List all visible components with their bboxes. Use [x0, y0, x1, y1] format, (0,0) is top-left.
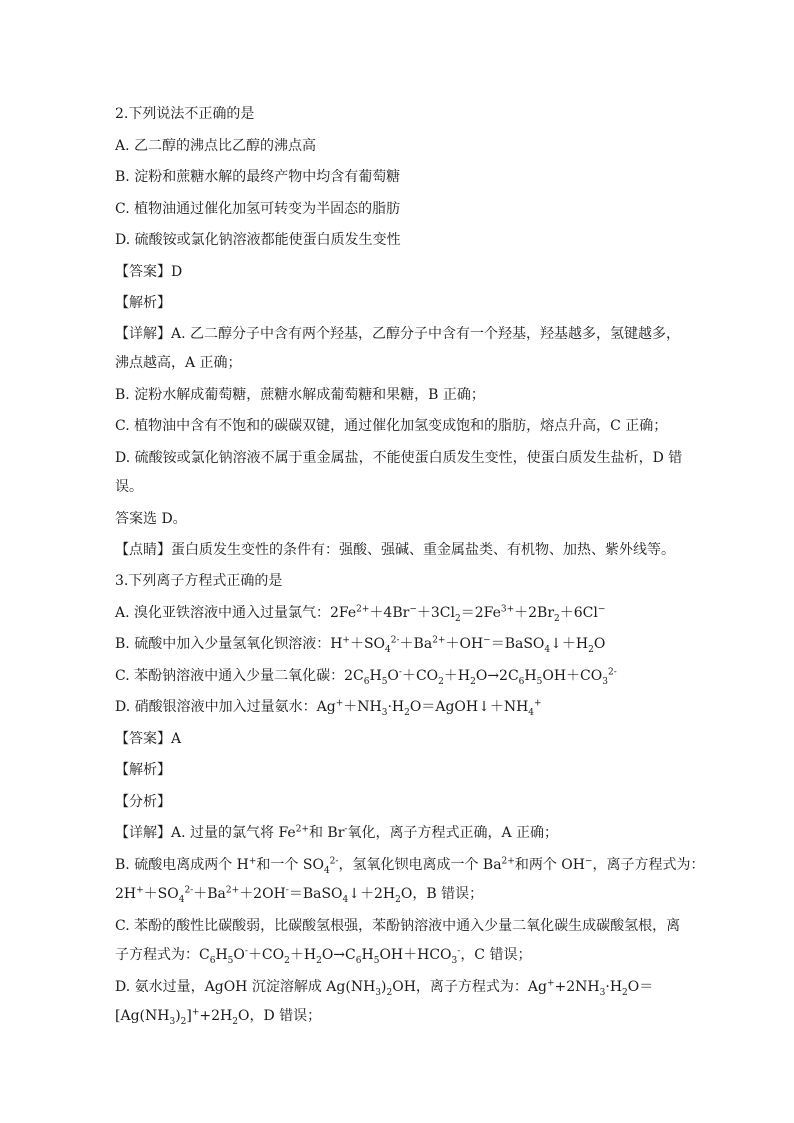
q2-detail-d-line2: 误。	[115, 479, 143, 495]
q2-detail-b: B. 淀粉水解成葡萄糖，蔗糖水解成葡萄糖和果糖，B 正确；	[115, 387, 485, 403]
q2-option-c: C. 植物油通过催化加氢可转变为半固态的脂肪	[115, 201, 401, 217]
q3-detail-c-line1: C. 苯酚的酸性比碳酸弱，比碳酸氢根强，苯酚钠溶液中通入少量二氧化碳生成碳酸氢根，离	[115, 918, 681, 934]
q3-detail-d-line2: $[Ag(NH_3)_2]^++2H_2O$，D 错误；	[115, 1007, 322, 1027]
q3-analysis2-label: 【分析】	[115, 794, 171, 810]
q2-answer-choice: 答案选 D。	[115, 511, 187, 527]
q3-detail-a: 【详解】A. 过量的氯气将 $Fe^{2+}$和 Br-氧化，离子方程式正确，A 正确；	[115, 824, 559, 841]
q2-answer: 【答案】D	[115, 264, 183, 280]
question-3-stem: 3.下列离子方程式正确的是	[115, 573, 283, 589]
q2-detail-a-line1: 【详解】A. 乙二醇分子中含有两个羟基，乙醇分子中含有一个羟基，羟基越多，氢键越多，	[115, 326, 681, 342]
q3-detail-b-line1: B. 硫酸电离成两个 H+和一个 $SO_4^{2-}$，氢氧化钡电离成一个 $Ba^{2+}$和两个 OH−，离子方程式为：	[115, 856, 705, 876]
q3-detail-b-line2: $2H^++SO_4^{2-}+Ba^{2+}+2OH^-=BaSO_4↓+2H_2O$，B 错误；	[115, 885, 484, 905]
q3-answer: 【答案】A	[115, 731, 182, 747]
q3-option-d: D. 硝酸银溶液中加入过量氨水：$Ag^++NH_3\cdot H_2O=AgOH↓+NH_4^+$	[115, 698, 542, 718]
q2-option-d: D. 硫酸铵或氯化钠溶液都能使蛋白质发生变性	[115, 232, 401, 248]
q3-detail-c-line2: 子方程式为：$C_6H_5O^-+CO_2+H_2O\to C_6H_5OH+HCO_3^-$，C 错误；	[115, 946, 532, 966]
q3-option-c: C. 苯酚钠溶液中通入少量二氧化碳：$2C_6H_5O^-+CO_2+H_2O\to 2C_6H_5OH+CO_3^{2-}$	[115, 667, 617, 687]
q3-analysis-label: 【解析】	[115, 762, 171, 778]
q2-option-a: A. 乙二醇的沸点比乙醇的沸点高	[115, 138, 317, 154]
q3-option-b: B. 硫酸中加入少量氢氧化钡溶液：$H^++SO_4^{2-}+Ba^{2+}+OH^-=BaSO_4↓+H_2O$	[115, 635, 606, 655]
q2-detail-d-line1: D. 硫酸铵或氯化钠溶液不属于重金属盐，不能使蛋白质发生变性，使蛋白质发生盐析，D 错	[115, 450, 683, 466]
q2-detail-c: C. 植物油中含有不饱和的碳碳双键，通过催化加氢变成饱和的脂肪，熔点升高，C 正确；	[115, 418, 668, 434]
q2-option-b: B. 淀粉和蔗糖水解的最终产物中均含有葡萄糖	[115, 169, 401, 185]
q2-analysis-label: 【解析】	[115, 295, 171, 311]
question-2-stem: 2.下列说法不正确的是	[115, 106, 255, 122]
q3-detail-d-line1: D. 氨水过量，AgOH 沉淀溶解成 $Ag(NH_3)_2OH$，离子方程式为：$Ag^++2NH_3\cdot H_2O=$	[115, 978, 654, 998]
q3-option-a: A. 溴化亚铁溶液中通入过量氯气：$2Fe^{2+}+4Br^-+3Cl_2=2Fe^{3+}+2Br_2+6Cl^-$	[115, 604, 606, 624]
q2-tip: 【点睛】蛋白质发生变性的条件有：强酸、强碱、重金属盐类、有机物、加热、紫外线等。	[115, 542, 675, 558]
q2-detail-a-line2: 沸点越高，A 正确；	[115, 355, 242, 371]
